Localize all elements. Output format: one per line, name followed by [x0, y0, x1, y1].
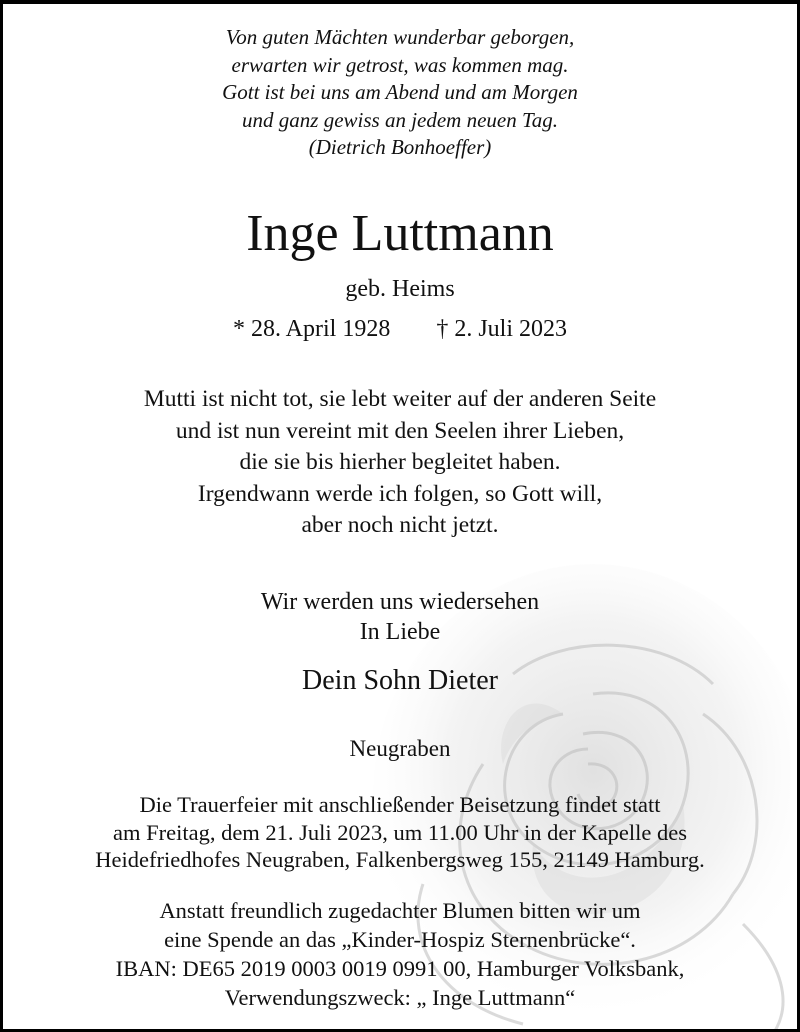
poem-line: Von guten Mächten wunderbar geborgen, [225, 25, 575, 49]
deceased-name: Inge Luttmann [246, 205, 554, 262]
service-line: Die Trauerfeier mit anschließender Beisetzung findet statt [139, 792, 661, 817]
verse-line: aber noch nicht jetzt. [301, 512, 499, 538]
verse-block [3, 384, 797, 542]
service-line: Heidefriedhofes Neugraben, Falkenbergsweg 155, 21149 Hamburg. [95, 847, 705, 872]
verse-line: und ist nun vereint mit den Seelen ihrer Lieben, [175, 417, 625, 444]
verse-line: Irgendwann werde ich folgen, so Gott will, [197, 480, 603, 507]
signature: Dein Sohn Dieter [302, 665, 498, 696]
poem-line: erwarten wir getrost, was kommen mag. [231, 52, 569, 77]
life-dates [3, 314, 797, 344]
donation-line: Anstatt freundlich zugedachter Blumen bitten wir um [159, 898, 641, 923]
poem-line: Gott ist bei uns am Abend und am Morgen [222, 80, 578, 104]
farewell-line: In Liebe [359, 619, 441, 645]
farewell-block [3, 587, 797, 647]
service-info [3, 791, 797, 874]
verse-line: Mutti ist nicht tot, sie lebt weiter auf der anderen Seite [143, 386, 657, 412]
donation-line: Verwendungszweck: „ Inge Luttmann“ [224, 985, 576, 1010]
farewell-line: Wir werden uns wiedersehen [260, 589, 540, 615]
poem-line: und ganz gewiss an jedem neuen Tag. [242, 107, 558, 132]
poem-author: (Dietrich Bonhoeffer) [308, 135, 492, 159]
birth-name: geb. Heims [345, 276, 455, 302]
place: Neugraben [349, 736, 451, 761]
poem-block [3, 24, 797, 162]
donation-line: eine Spende an das „Kinder-Hospiz Sternenbrücke“. [164, 927, 636, 952]
verse-line: die sie bis hierher begleitet haben. [239, 449, 561, 475]
service-line: am Freitag, dem 21. Juli 2023, um 11.00 Uhr in der Kapelle des [112, 819, 688, 845]
donation-line: IBAN: DE65 2019 0003 0019 0991 00, Hamburger Volksbank, [115, 956, 685, 981]
birth-date: * 28. April 1928 [232, 316, 391, 342]
donation-info [3, 896, 797, 1012]
death-date: † 2. Juli 2023 [436, 316, 568, 342]
